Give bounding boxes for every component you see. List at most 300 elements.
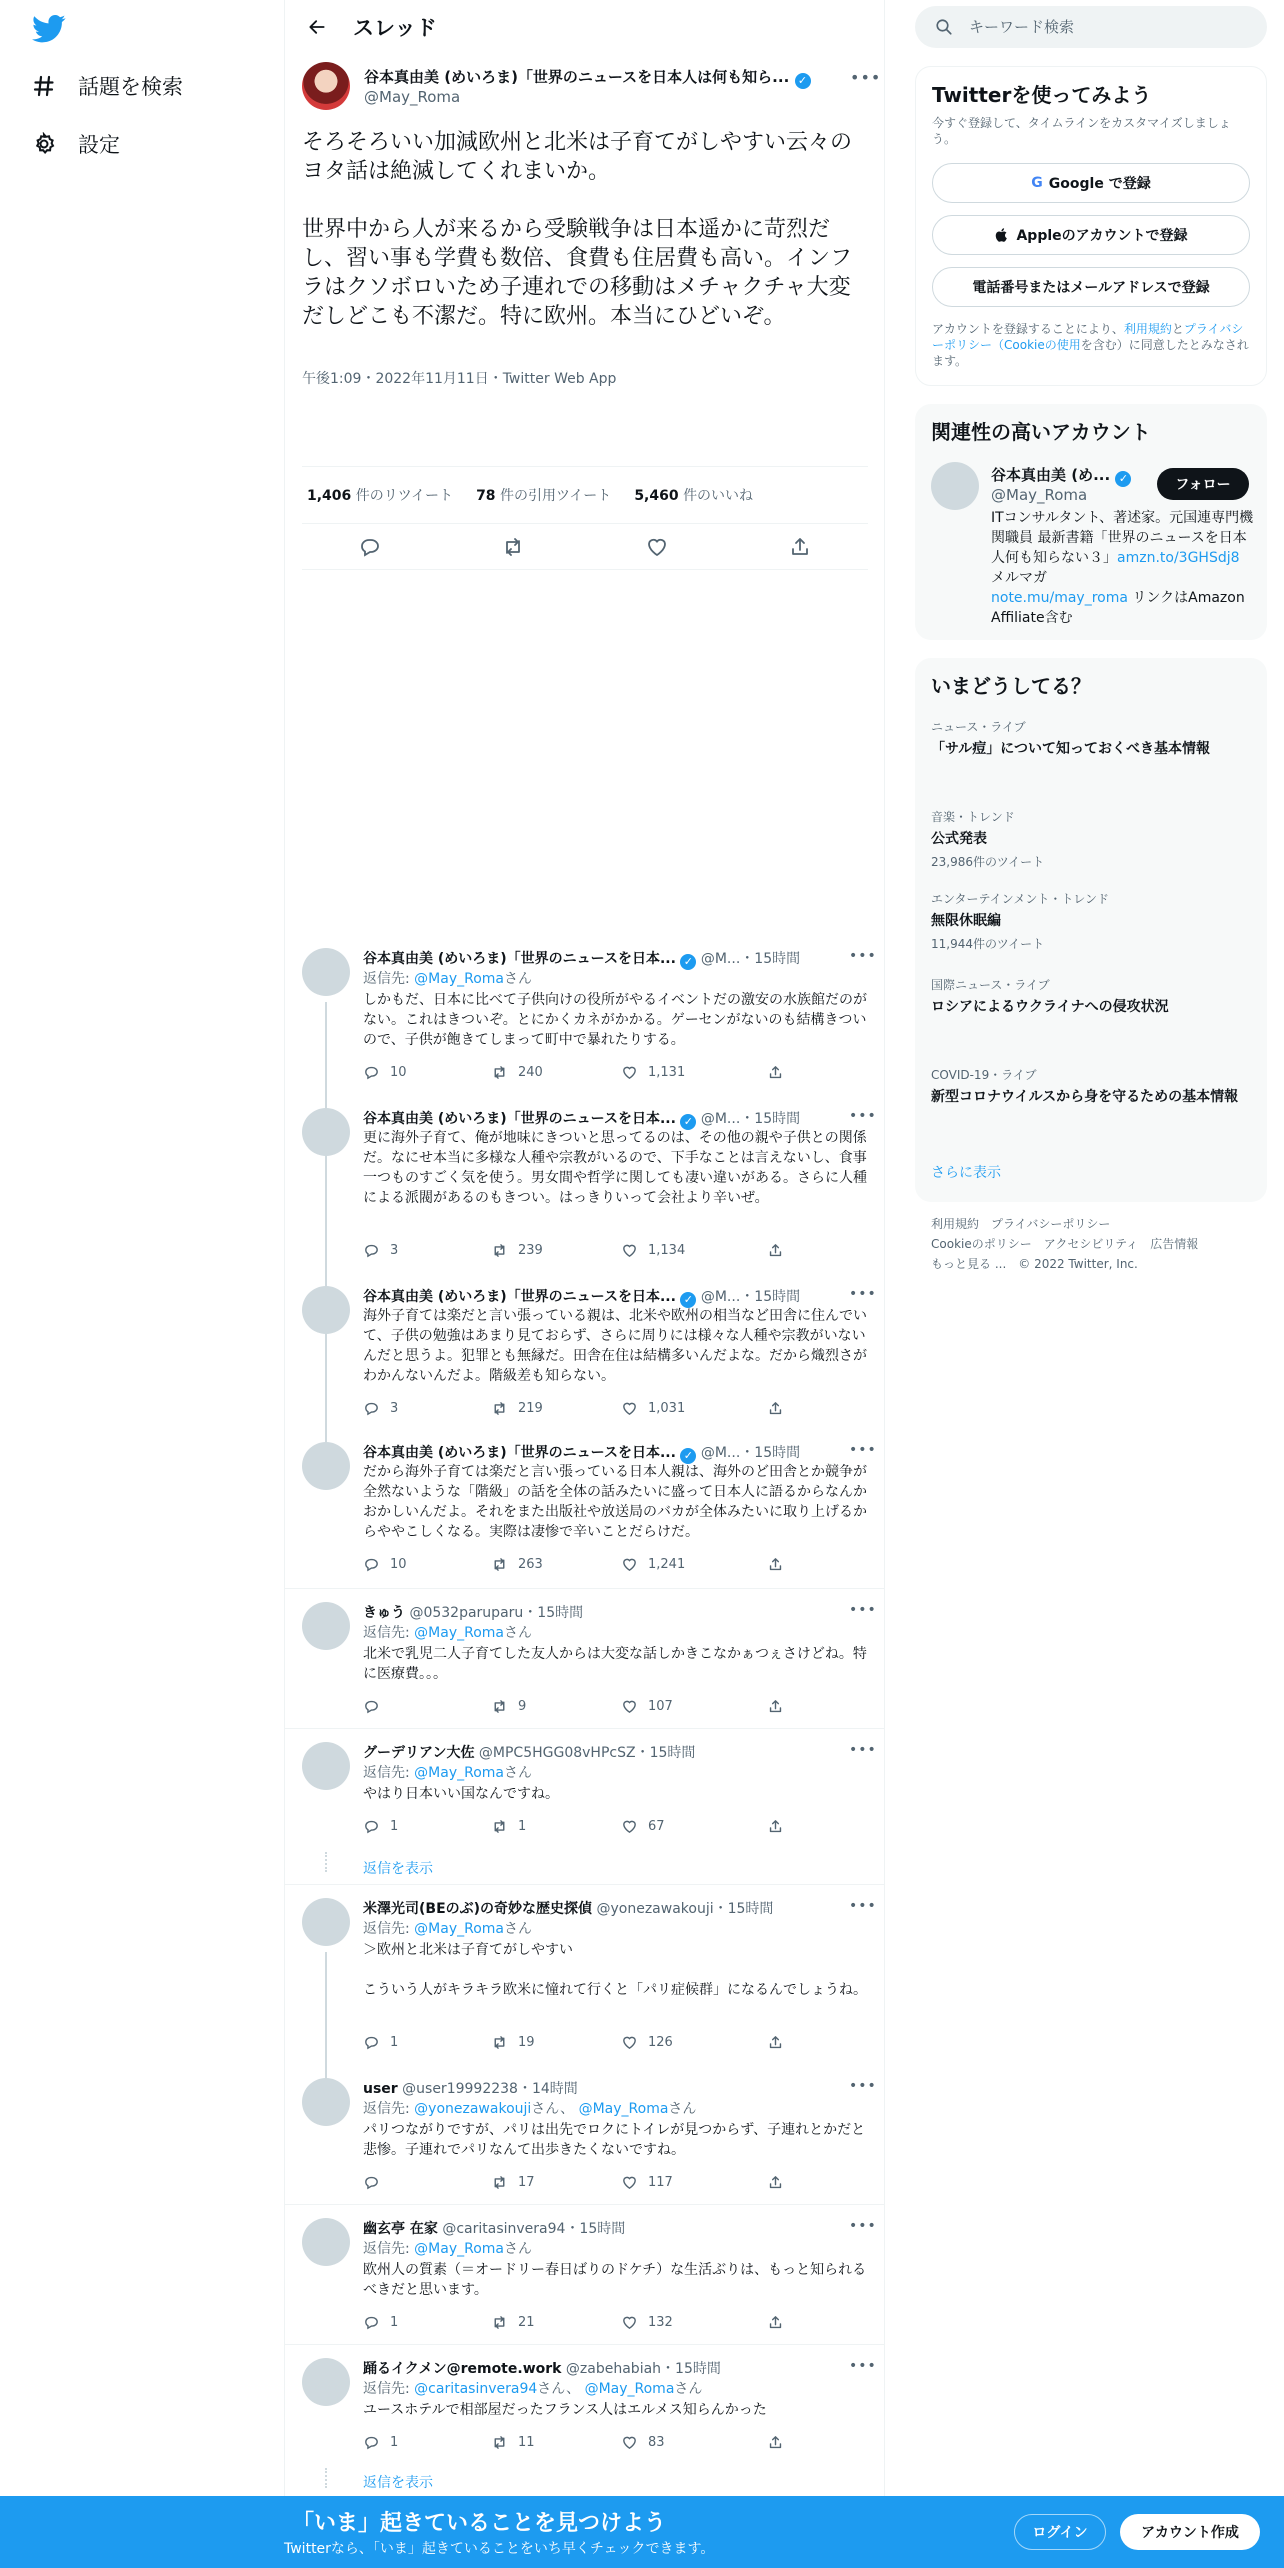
reply-actions [363, 1064, 843, 1084]
reply-icon [363, 1064, 380, 1081]
verified-badge-icon: ✓ [795, 73, 811, 89]
retweet-icon [491, 1556, 508, 1573]
retweet-button[interactable] [491, 1242, 543, 1259]
share-button[interactable] [767, 2434, 784, 2451]
reply-text: しかもだ、日本に比べて子供向けの役所がやるイベントだの激安の水族館だのがない。これはきついぞ。とにかくカネがかかる。ゲーセンがないのも結構きついので、子供が飽きてしまって町中で暴れたりする。 [363, 992, 867, 1048]
avatar[interactable] [302, 2218, 350, 2266]
reply-count: 10 [390, 1065, 407, 1080]
share-icon [767, 1556, 784, 1573]
avatar[interactable] [302, 1602, 350, 1650]
reply-icon [363, 2314, 380, 2331]
reply-to-suffix: さん [504, 1625, 532, 1641]
trend-title: 無限休眠編 [931, 913, 1001, 929]
verified-badge-icon: ✓ [1115, 471, 1131, 487]
author-handle[interactable]: @user19992238 [402, 2081, 518, 2097]
nav-explore[interactable] [32, 66, 183, 106]
reply-header [363, 1286, 800, 1308]
reply-to-link[interactable]: @May_Roma [414, 2241, 504, 2257]
like-button[interactable] [621, 2174, 673, 2191]
reply-to-prefix: 返信先: [363, 1765, 410, 1781]
reply-to-suffix: さん [504, 1921, 532, 1937]
reply-time[interactable]: ・14時間 [517, 2081, 578, 2097]
bottom-signup-bar [0, 2496, 1284, 2568]
trends-show-more-link[interactable]: さらに表示 [931, 1165, 1001, 1181]
retweet-button[interactable] [491, 2314, 535, 2331]
reply-to-link[interactable]: @May_Roma [578, 2101, 669, 2117]
retweet-button[interactable] [491, 2434, 535, 2451]
retweet-button[interactable] [491, 1400, 543, 1417]
create-account-button[interactable]: アカウント作成 [1120, 2514, 1260, 2550]
reply-to-prefix: 返信先: [363, 2381, 410, 2397]
retweet-count: 17 [518, 2175, 535, 2190]
tweet-actions [302, 524, 868, 570]
reply-button[interactable] [363, 1698, 390, 1715]
retweet-icon [491, 1818, 508, 1835]
share-icon [767, 1698, 784, 1715]
more-options-icon[interactable]: ••• [849, 948, 877, 964]
google-signup-button[interactable] [932, 163, 1250, 203]
verified-badge-icon: ✓ [680, 1448, 696, 1464]
retweet-button[interactable] [491, 1698, 526, 1715]
reply-button[interactable] [363, 1064, 407, 1081]
footer-terms-link[interactable]: 利用規約 [931, 1217, 980, 1231]
trends-card [915, 658, 1267, 1202]
retweet-icon [491, 1698, 508, 1715]
reply-icon [363, 2174, 380, 2191]
divider [285, 1728, 885, 1729]
reply-text: だから海外子育ては楽だと言い張っている日本人親は、海外のど田舎とか競争が全然ないような「階級」の話を全体の話みたいに盛って日本人に語るからなんかおかしいんだよ。それをまた出版社や放送局のバカが全体みたいに取り上げるからややこしくなる。実際は凄惨で辛いことだらけだ。 [363, 1464, 867, 1540]
like-button[interactable] [621, 1400, 685, 1417]
avatar[interactable] [302, 1286, 350, 1334]
reply-header [363, 1108, 800, 1130]
reply-header [363, 2358, 721, 2378]
reply-to-link[interactable]: @May_Roma [584, 2381, 675, 2397]
like-icon [621, 2174, 638, 2191]
privacy-link[interactable]: プライバシーポリシー（Cookieの使用 [932, 322, 1244, 352]
avatar[interactable] [302, 1108, 350, 1156]
reply-to-prefix: 返信先: [363, 2241, 410, 2257]
footer-more-link[interactable]: もっと見る ... [931, 1257, 1007, 1271]
reply-count: 1 [390, 1819, 399, 1834]
share-icon [767, 1242, 784, 1259]
trend-title: ロシアによるウクライナへの侵攻状況 [931, 999, 1169, 1015]
bio-text: リンクはAmazon Affiliate含む [991, 590, 1245, 626]
share-button[interactable] [767, 2034, 784, 2051]
reply-time[interactable]: ・15時間 [565, 2221, 626, 2237]
share-icon[interactable] [788, 535, 812, 559]
share-button[interactable] [767, 1556, 784, 1573]
reply-icon [363, 1400, 380, 1417]
reply-time[interactable]: ・15時間 [740, 951, 801, 967]
reply-icon[interactable] [358, 535, 382, 559]
like-count: 1,131 [648, 1065, 686, 1080]
trend-item[interactable] [931, 718, 1251, 759]
share-icon [767, 2314, 784, 2331]
trend-item[interactable] [931, 808, 1251, 870]
reply-button[interactable] [363, 2314, 398, 2331]
reply-icon [363, 2034, 380, 2051]
signup-card [915, 66, 1267, 386]
apple-signup-button[interactable] [932, 215, 1250, 255]
share-icon [767, 1818, 784, 1835]
like-icon [621, 1818, 638, 1835]
like-count: 117 [648, 2175, 673, 2190]
reply-header [363, 1742, 695, 1762]
reply-time[interactable]: ・15時間 [740, 1111, 801, 1127]
reply-actions [363, 2034, 843, 2054]
search-input[interactable] [969, 18, 1239, 36]
verified-badge-icon: ✓ [680, 1114, 696, 1130]
trend-count: 11,944件のツイート [931, 937, 1045, 951]
reply-to-separator: さん、 [537, 2381, 581, 2397]
author-name[interactable] [364, 66, 811, 89]
author-handle[interactable]: @May_Roma [364, 88, 461, 106]
like-count: 1,031 [648, 1401, 686, 1416]
retweet-icon [491, 1400, 508, 1417]
bio-text: メルマガ [991, 570, 1047, 586]
google-signup-label: Google で登録 [1048, 176, 1151, 192]
reply-to-link[interactable]: @May_Roma [414, 971, 504, 987]
reply-actions [363, 1400, 843, 1420]
more-options-icon[interactable]: ••• [849, 1442, 877, 1458]
reply-to [363, 1918, 532, 1938]
share-button[interactable] [767, 2314, 784, 2331]
trend-meta: COVID-19・ライブ [931, 1068, 1037, 1082]
reply-actions [363, 2434, 843, 2454]
author-handle[interactable]: @M... [700, 1289, 741, 1305]
apple-icon [994, 227, 1010, 243]
reply-to [363, 968, 532, 988]
like-count: 126 [648, 2035, 673, 2050]
trend-count: 23,986件のツイート [931, 855, 1045, 869]
reply-to-separator: さん、 [531, 2101, 575, 2117]
retweet-count: 219 [518, 1401, 543, 1416]
like-count: 1,134 [648, 1243, 686, 1258]
author-name[interactable]: 幽玄亭 在家 [363, 2221, 438, 2237]
share-icon [767, 1400, 784, 1417]
more-options-icon[interactable]: ••• [849, 1742, 877, 1758]
reply-actions [363, 1242, 843, 1262]
trend-meta: ニュース・ライブ [931, 720, 1026, 734]
reply-time[interactable]: ・15時間 [713, 1901, 774, 1917]
reply-icon [363, 2434, 380, 2451]
trend-title: 公式発表 [931, 831, 987, 847]
reply-button[interactable] [363, 2034, 398, 2051]
share-button[interactable] [767, 1818, 784, 1835]
like-button[interactable] [621, 2034, 673, 2051]
reply-to-suffix: さん [504, 1765, 532, 1781]
back-arrow-icon [307, 17, 327, 37]
retweet-icon [491, 1242, 508, 1259]
reply-to-link[interactable]: @yonezawakouji [414, 2101, 532, 2117]
retweet-button[interactable] [491, 2034, 535, 2051]
retweet-count: 21 [518, 2315, 535, 2330]
like-button[interactable] [621, 1242, 685, 1259]
reply-header [363, 1442, 800, 1464]
more-options-icon[interactable]: ••• [850, 68, 882, 87]
share-button[interactable] [767, 1064, 784, 1081]
retweet-button[interactable] [491, 1064, 543, 1081]
reply-icon [363, 1242, 380, 1259]
reply-count: 1 [390, 2315, 399, 2330]
author-handle[interactable]: @zabehabiah [565, 2361, 662, 2377]
thread-dots [325, 2468, 327, 2488]
author-name[interactable]: グーデリアン大佐 [363, 1745, 475, 1761]
retweet-count-link[interactable] [307, 485, 453, 505]
more-options-icon[interactable]: ••• [849, 1286, 877, 1302]
related-account-bio [991, 508, 1255, 628]
like-button[interactable] [621, 1556, 685, 1573]
like-button[interactable] [621, 2434, 665, 2451]
follow-button[interactable]: フォロー [1157, 468, 1249, 500]
reply-text: 海外子育ては楽だと言い張っている親は、北米や欧州の相当など田舎に住んでいて、子供の勉強はあまり見ておらず、さらに周りには様々な人種や宗教がいないんだと思うよ。犯罪とも無縁だ。田舎在住は結構多いんだよな。だから熾烈さがわかんないんだよ。階級差も知らない。 [363, 1308, 867, 1384]
reply-button[interactable] [363, 1556, 407, 1573]
bio-link[interactable]: amzn.to/3GHSdj8 [1117, 550, 1240, 566]
bottom-bar-subtitle: Twitterなら、「いま」起きていることをいち早くチェックできます。 [284, 2541, 715, 2557]
retweet-count: 11 [518, 2435, 535, 2450]
related-accounts-card [915, 404, 1267, 640]
reply-time[interactable]: ・15時間 [523, 1605, 584, 1621]
trend-title: 新型コロナウイルスから身を守るための基本情報 [931, 1089, 1239, 1105]
author-handle[interactable]: @M... [700, 1111, 741, 1127]
quote-count-link[interactable] [476, 485, 611, 505]
reply-to-link[interactable]: @May_Roma [414, 1921, 504, 1937]
reply-count: 10 [390, 1557, 407, 1572]
trend-item[interactable] [931, 890, 1251, 952]
like-icon[interactable] [645, 535, 669, 559]
share-icon [767, 1064, 784, 1081]
bio-link[interactable]: note.mu/may_roma [991, 590, 1128, 606]
reply-text: 北米で乳児二人子育てした友人からは大変な話しかきこなかぁつぇさけどね。特に医療費。。。 [363, 1646, 867, 1682]
author-handle[interactable]: @M... [700, 1445, 741, 1461]
reply-to-link[interactable]: @May_Roma [414, 1765, 504, 1781]
like-count-label: 件のいいね [683, 488, 754, 504]
search-box[interactable] [915, 6, 1267, 48]
retweet-count: 19 [518, 2035, 535, 2050]
related-account-name-text: 谷本真由美 (め... [991, 466, 1111, 484]
reply-button[interactable] [363, 1818, 398, 1835]
retweet-count: 263 [518, 1557, 543, 1572]
apple-signup-label: Appleのアカウントで登録 [1016, 228, 1188, 244]
reply-text: やはり日本いい国なんですね。 [363, 1786, 559, 1802]
reply-to-link[interactable]: @May_Roma [414, 1625, 504, 1641]
retweet-count: 9 [518, 1699, 527, 1714]
trend-item[interactable] [931, 1066, 1251, 1107]
like-icon [621, 1698, 638, 1715]
reply-count: 3 [390, 1401, 399, 1416]
like-icon [621, 1556, 638, 1573]
footer-ads-link[interactable]: 広告情報 [1150, 1237, 1199, 1251]
reply-text: 欧州人の質素（＝オードリー春日ばりのドケチ）な生活ぶりは、もっと知られるべきだと思います。 [363, 2262, 867, 2298]
divider [285, 1884, 885, 1885]
reply-to-prefix: 返信先: [363, 1625, 410, 1641]
related-account-handle[interactable]: @May_Roma [991, 486, 1088, 504]
more-options-icon[interactable]: ••• [849, 1602, 877, 1618]
author-name[interactable]: きゅう [363, 1605, 405, 1621]
signup-legal [932, 321, 1252, 369]
like-count: 5,460 [634, 488, 679, 504]
reply-time[interactable]: ・15時間 [740, 1445, 801, 1461]
like-icon [621, 2434, 638, 2451]
reply-button[interactable] [363, 2434, 398, 2451]
reply-time[interactable]: ・15時間 [740, 1289, 801, 1305]
avatar[interactable] [302, 2358, 350, 2406]
footer-privacy-link[interactable]: プライバシーポリシー [991, 1217, 1111, 1231]
show-replies-link[interactable]: 返信を表示 [363, 1861, 433, 1877]
avatar[interactable] [302, 1742, 350, 1790]
reply-actions [363, 2174, 843, 2194]
reply-time[interactable]: ・15時間 [661, 2361, 721, 2377]
trends-title: いまどうしてる？ [931, 674, 1091, 698]
like-icon [621, 2034, 638, 2051]
reply-to-link[interactable]: @caritasinvera94 [414, 2381, 538, 2397]
trend-title: 「サル痘」について知っておくべき基本情報 [931, 741, 1211, 757]
more-options-icon[interactable]: ••• [849, 2358, 877, 2374]
share-button[interactable] [767, 1400, 784, 1417]
footer-cookie-link[interactable]: Cookieのポリシー [931, 1237, 1032, 1251]
footer-links [931, 1214, 1261, 1274]
retweet-icon [491, 2314, 508, 2331]
quote-count: 78 [476, 488, 496, 504]
reply-to [363, 2098, 696, 2118]
retweet-count: 239 [518, 1243, 543, 1258]
hashtag-icon [32, 74, 56, 98]
more-options-icon[interactable]: ••• [849, 1108, 877, 1124]
author-name[interactable]: 谷本真由美 (めいろま)「世界のニュースを日本... [363, 1445, 676, 1461]
reply-actions [363, 1698, 843, 1718]
author-handle[interactable]: @yonezawakouji [596, 1901, 714, 1917]
reply-to-prefix: 返信先: [363, 1921, 410, 1937]
retweet-icon [491, 1064, 508, 1081]
terms-link[interactable]: 利用規約 [1123, 322, 1172, 336]
avatar[interactable] [302, 948, 350, 996]
author-name-text: 谷本真由美 (めいろま)「世界のニュースを日本人は何も知ら... [364, 68, 790, 86]
share-button[interactable] [767, 1698, 784, 1715]
more-options-icon[interactable]: ••• [849, 2078, 877, 2094]
author-name[interactable]: 米澤光司(BEのぶ)の奇妙な歴史探偵 [363, 1901, 593, 1917]
tweet-timestamp[interactable]: 午後1:09・2022年11月11日・Twitter Web App [302, 371, 617, 387]
reply-to-suffix: さん [674, 2381, 703, 2397]
reply-to-suffix: さん [504, 2241, 532, 2257]
left-navigation [0, 0, 284, 2568]
footer-copyright: © 2022 Twitter, Inc. [1018, 1257, 1138, 1271]
more-options-icon[interactable]: ••• [849, 1898, 877, 1914]
reply-header [363, 2218, 625, 2238]
thread-line [325, 1340, 327, 1444]
reply-header [363, 1602, 583, 1622]
share-button[interactable] [767, 2174, 784, 2191]
retweet-count: 1 [518, 1819, 527, 1834]
column-header [285, 0, 885, 54]
author-name[interactable]: 谷本真由美 (めいろま)「世界のニュースを日本... [363, 951, 676, 967]
share-button[interactable] [767, 1242, 784, 1259]
retweet-count: 240 [518, 1065, 543, 1080]
share-icon [767, 2034, 784, 2051]
avatar[interactable] [302, 2078, 350, 2126]
reply-button[interactable] [363, 1400, 398, 1417]
like-count: 1,241 [648, 1557, 686, 1572]
show-replies-link[interactable]: 返信を表示 [363, 2475, 433, 2491]
reply-to-suffix: さん [504, 971, 532, 987]
author-name[interactable]: 踊るイクメン@remote.work [363, 2361, 562, 2377]
quote-count-label: 件の引用ツイート [500, 488, 612, 504]
like-button[interactable] [621, 2314, 673, 2331]
reply-header [363, 2078, 578, 2098]
divider [285, 1588, 885, 1589]
like-button[interactable] [621, 1818, 665, 1835]
login-button[interactable]: ログイン [1014, 2514, 1106, 2550]
reply-button[interactable] [363, 2174, 390, 2191]
nav-explore-label: 話題を検索 [78, 75, 183, 99]
retweet-icon [491, 2034, 508, 2051]
reply-header [363, 948, 800, 970]
reply-actions [363, 1556, 843, 1576]
author-name[interactable]: 谷本真由美 (めいろま)「世界のニュースを日本... [363, 1289, 676, 1305]
footer-accessibility-link[interactable]: アクセシビリティ [1043, 1237, 1139, 1251]
legal-text: と [1171, 322, 1184, 336]
legal-text: を含む）に同意したとみなされます。 [932, 338, 1249, 368]
reply-to [363, 1762, 532, 1782]
signup-subtitle: 今すぐ登録して、タイムラインをカスタマイズしましょう。 [932, 116, 1231, 146]
reply-actions [363, 1818, 843, 1838]
author-name[interactable]: user [363, 2081, 398, 2097]
related-account-name[interactable] [991, 464, 1131, 487]
retweet-icon [491, 2434, 508, 2451]
bio-text: ITコンサルタント、著述家。元国連専門機関職員 最新書籍「世界のニュースを日本人何も知らない３」 [991, 510, 1254, 566]
trend-item[interactable] [931, 976, 1251, 1017]
avatar[interactable] [302, 1442, 350, 1490]
back-button[interactable] [299, 9, 335, 45]
twitter-logo-icon[interactable] [32, 14, 66, 44]
retweet-button[interactable] [491, 1818, 526, 1835]
like-count: 83 [648, 2435, 665, 2450]
retweet-icon[interactable] [501, 535, 525, 559]
signup-title: Twitterを使ってみよう [932, 83, 1152, 107]
bottom-bar-title: 「いま」起きていることを見つけよう [292, 2511, 667, 2536]
reply-button[interactable] [363, 1242, 398, 1259]
reply-icon [363, 1556, 380, 1573]
retweet-button[interactable] [491, 1556, 543, 1573]
reply-text: 更に海外子育て、俺が地味にきついと思ってるのは、その他の親や子供との関係だ。なにせ本当に多様な人種や宗教がいるので、下手なことは言えないし、食事一つものすごく気を使う。男女間や哲学に関しても凄い違いがある。さらに人種による派閥があるのもきつい。はっきりいって会社より辛いぜ。 [363, 1130, 867, 1206]
divider [285, 2344, 885, 2345]
verified-badge-icon: ✓ [680, 954, 696, 970]
like-icon [621, 2314, 638, 2331]
retweet-button[interactable] [491, 2174, 535, 2191]
google-icon: G [1031, 175, 1043, 191]
author-name[interactable]: 谷本真由美 (めいろま)「世界のニュースを日本... [363, 1111, 676, 1127]
tweet-stats [302, 466, 868, 524]
like-button[interactable] [621, 1064, 685, 1081]
share-icon [767, 2174, 784, 2191]
avatar[interactable] [931, 462, 979, 510]
author-handle[interactable]: @caritasinvera94 [442, 2221, 566, 2237]
reply-to [363, 2378, 702, 2398]
phone-email-signup-button[interactable]: 電話番号またはメールアドレスで登録 [932, 267, 1250, 307]
reply-time[interactable]: ・15時間 [635, 1745, 696, 1761]
author-handle[interactable]: @M... [700, 951, 741, 967]
reply-to [363, 2238, 532, 2258]
author-handle[interactable]: @0532paruparu [409, 1605, 524, 1621]
author-handle[interactable]: @MPC5HGG08vHPcSZ [478, 1745, 636, 1761]
more-options-icon[interactable]: ••• [849, 2218, 877, 2234]
avatar[interactable] [302, 62, 350, 110]
page-title: スレッド [353, 16, 437, 40]
like-button[interactable] [621, 1698, 673, 1715]
like-count-link[interactable] [634, 485, 753, 505]
trend-meta: 音楽・トレンド [931, 810, 1015, 824]
nav-settings[interactable] [32, 124, 120, 164]
avatar[interactable] [302, 1898, 350, 1946]
